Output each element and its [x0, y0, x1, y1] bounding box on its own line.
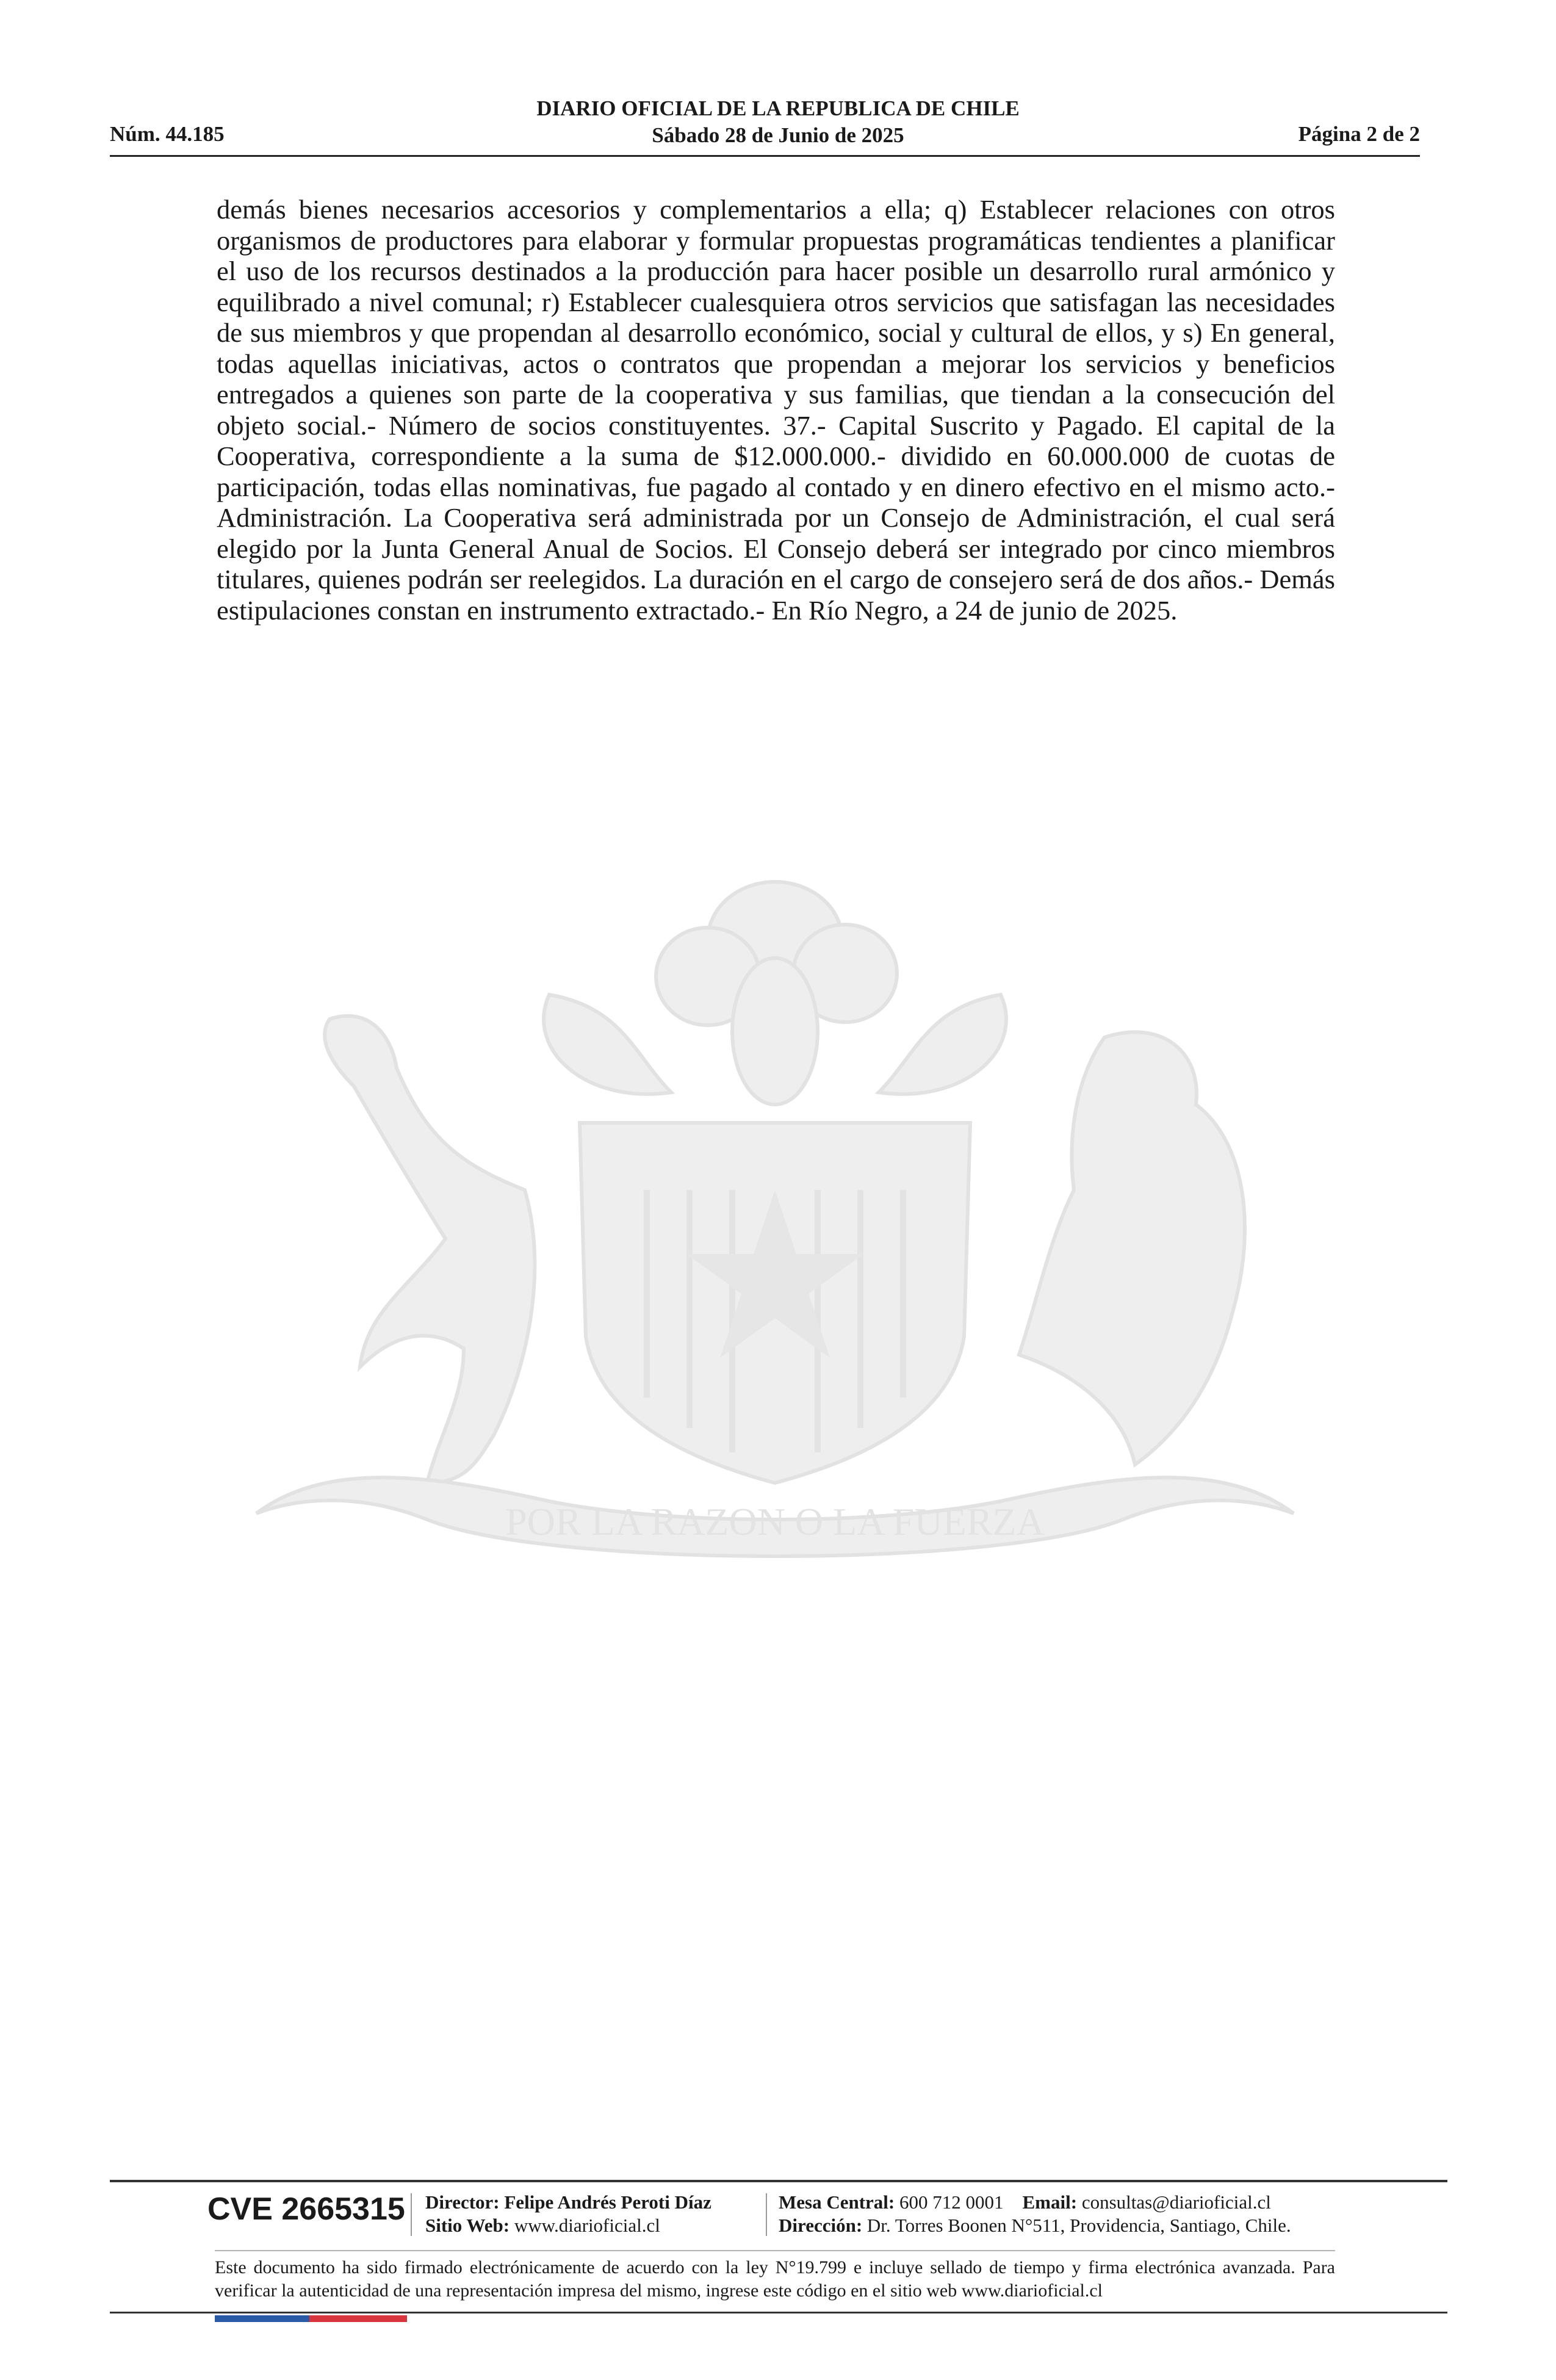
issue-number: Núm. 44.185 [110, 122, 225, 146]
footer-divider-bottom [110, 2312, 1447, 2313]
phone-label: Mesa Central: [779, 2191, 895, 2213]
address-label: Dirección: [779, 2215, 863, 2236]
flag-stripe-red [309, 2315, 407, 2322]
cve-code: CVE 2665315 [207, 2191, 405, 2227]
footer-divider-top [110, 2180, 1447, 2182]
page-indicator: Página 2 de 2 [1298, 122, 1420, 146]
director-label: Director: [425, 2191, 500, 2213]
director-name: Felipe Andrés Peroti Díaz [504, 2191, 711, 2213]
flag-stripe-blue [215, 2315, 309, 2322]
footer-divider-mid [215, 2250, 1335, 2251]
legal-notice: Este documento ha sido firmado electrónicamente de acuerdo con la ley N°19.799 e incluye sellado de tiempo y firma electrónica avanzada. Para verificar la autenticidad de una representación impresa del mismo, ingrese este código en el sitio web www.diarioficial.cl [215, 2257, 1335, 2301]
footer-contact-block [779, 2191, 1291, 2237]
motto-text: POR LA RAZON O LA FUERZA [505, 1500, 1045, 1543]
footer-separator [411, 2193, 412, 2236]
issue-date: Sábado 28 de Junio de 2025 [652, 123, 904, 147]
publication-title: DIARIO OFICIAL DE LA REPUBLICA DE CHILE [536, 96, 1020, 120]
header-divider [110, 155, 1420, 157]
footer-director-block [425, 2191, 711, 2237]
website-link[interactable]: www.diarioficial.cl [514, 2215, 660, 2236]
address-text: Dr. Torres Boonen N°511, Providencia, Santiago, Chile. [866, 2215, 1291, 2236]
phone-number: 600 712 0001 [899, 2191, 1004, 2213]
website-label: Sitio Web: [425, 2215, 510, 2236]
chile-coat-of-arms-icon [207, 848, 1342, 1672]
footer-separator [766, 2193, 767, 2236]
email-link[interactable]: consultas@diarioficial.cl [1081, 2191, 1271, 2213]
body-text: demás bienes necesarios accesorios y complementarios a ella; q) Establecer relaciones con otros organismos de productores para elaborar y formular propuestas programáticas tendientes a planificar el uso de los recursos destinados a la producción para hacer posible un desarrollo rural armónico y equilibrado a nivel comunal; r) Establecer cualesquiera otros servicios que satisfagan las necesidades de sus miembros y que propendan al desarrollo económico, social y cultural de ellos, y s) En general, todas aquellas iniciativas, actos o contratos que propendan a mejorar los servicios y beneficios entregados a quienes son parte de la cooperativa y sus familias, que tiendan a la consecución del objeto social.- Número de socios constituyentes. 37.- Capital Suscrito y Pagado. El capital de la Cooperativa, correspondiente a la suma de $12.000.000.- dividido en 60.000.000 de cuotas de participación, todas ellas nominativas, fue pagado al contado y en dinero efectivo en el mismo acto.- Administración. La Cooperativa será administrada por un Consejo de Administración, el cual será elegido por la Junta General Anual de Socios. El Consejo deberá ser integrado por cinco miembros titulares, quienes podrán ser reelegidos. La duración en el cargo de consejero será de dos años.- Demás estipulaciones constan en instrumento extractado.- En Río Negro, a 24 de junio de 2025. [217, 194, 1335, 626]
email-label: Email: [1022, 2191, 1078, 2213]
